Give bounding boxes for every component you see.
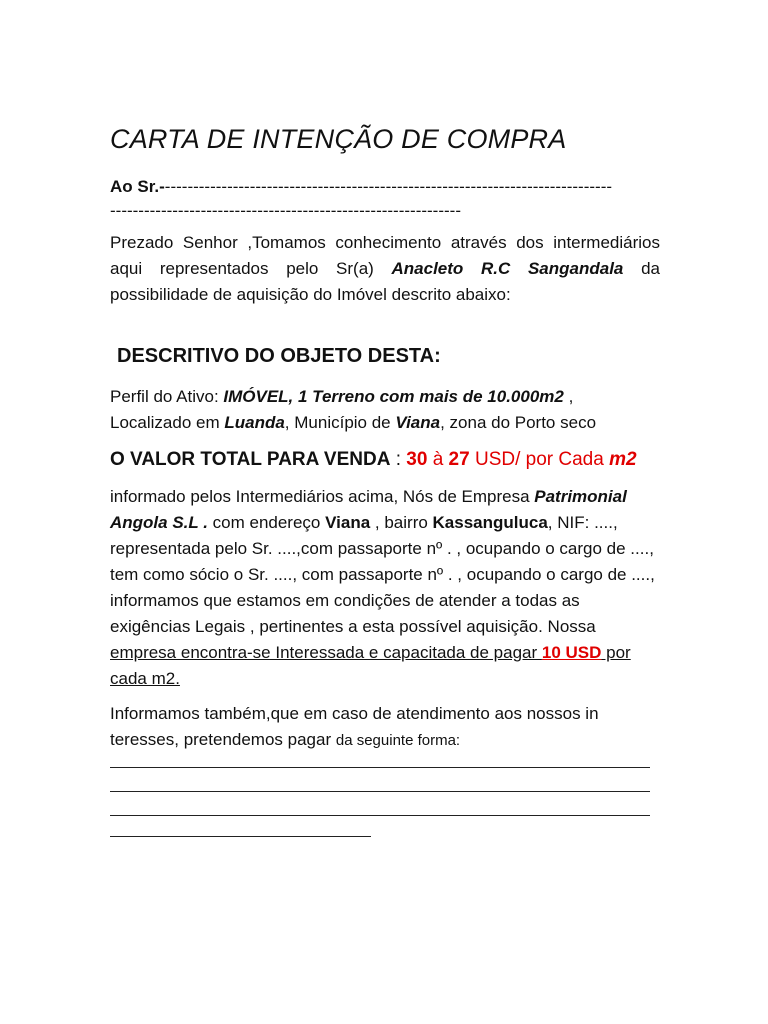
location-city: Luanda [224,413,285,432]
payment-intro: Informamos também,que em caso de atendimento aos nossos in teresses, pretendemos pagar [110,704,599,749]
price-range-sep: à [427,449,449,470]
location-label: Localizado em [110,413,225,432]
asset-profile [110,384,660,436]
price-high: 27 [448,449,470,470]
intro-text-end: da possibilidade de aquisição do Imóvel descrito abaixo: [110,259,660,304]
intermediary-name: Anacleto R.C Sangandala [391,259,624,278]
intro-paragraph [110,230,660,308]
payment-paragraph [110,701,660,754]
object-description-heading: DESCRITIVO DO OBJETO DESTA: [117,345,441,367]
intro-text: Prezado Senhor ,Tomamos conhecimento através dos intermediários aqui representados pelo Sr(a) [110,233,660,278]
buyer-paragraph [110,484,660,692]
addressee-dashes-continued: -------------------------------------------------------------- [110,201,461,220]
buyer-intro: informado pelos Intermediários acima, Nós de Empresa [110,487,535,506]
blank-line-1 [110,767,650,768]
neighborhood-name: Kassanguluca [432,513,548,532]
addressee-line [110,174,660,200]
address-city: Viana [325,513,371,532]
addressee-dashes: ------------------------------------------------------------------------------- [164,177,613,196]
municipality-label: , Município de [284,413,396,432]
blank-line-2 [110,791,650,792]
price-unit-m2: m2 [609,449,637,470]
offer-amount: 10 USD [541,643,602,662]
zone-text: , zona do Porto seco [440,413,597,432]
neighborhood-label: , bairro [370,513,433,532]
sale-value-label: O VALOR TOTAL PARA VENDA [110,449,391,470]
price-low: 30 [406,449,428,470]
address-label: com endereço [207,513,326,532]
municipality-name: Viana [395,413,441,432]
buyer-details: , NIF: ...., representada pelo Sr. ....,com passaporte nº . , ocupando o cargo de ...., tem como sócio o Sr. ...., com passaporte nº . , ocupando o cargo de ...., informamos que estamos em condições de atender a todas as exigências Legais , pertinentes a esta possível aquisição. Nossa [110,513,655,636]
blank-line-4 [110,836,371,837]
profile-label: Perfil do Ativo: [110,387,224,406]
sale-value-colon: : [390,449,407,470]
company-name: Patrimonial Angola S.L . [110,487,627,532]
addressee-label: Ao Sr.- [110,177,165,196]
blank-line-3 [110,815,650,816]
offer-unit: por cada m2. [110,643,631,688]
capacity-statement: empresa encontra-se Interessada e capacitada de pagar [110,643,542,662]
payment-form-label: da seguinte forma: [335,732,461,749]
profile-comma: , [563,387,574,406]
sale-value-line [110,447,660,473]
letter-title: CARTA DE INTENÇÃO DE COMPRA [110,124,567,154]
price-unit-text: USD/ por Cada [469,449,610,470]
asset-type: IMÓVEL, 1 Terreno com mais de 10.000m2 [223,387,564,406]
